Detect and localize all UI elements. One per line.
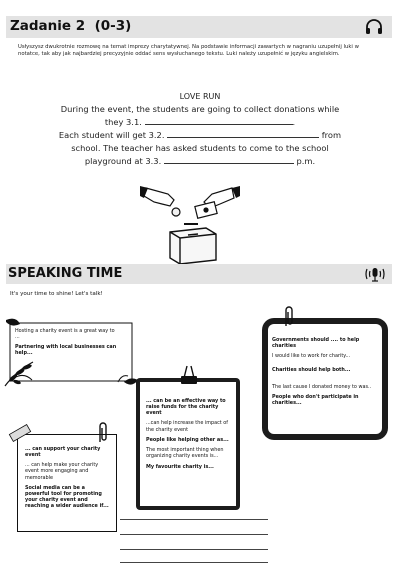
notes-heading: LOVE RUN (179, 92, 221, 101)
gap-3-2-blank[interactable] (167, 131, 319, 138)
speaking-title: SPEAKING TIME (8, 266, 123, 281)
gap-3-2-label: Each student will get 3.2. (58, 130, 165, 140)
speaking-intro: It's your time to shine! Let's talk! (10, 291, 103, 297)
paperclip-icon (282, 304, 294, 328)
card-4-line-2: ... can help make your charity event more engaging and memorable (25, 462, 99, 481)
card-2-line-1: Governments should .... to help charities (272, 337, 360, 350)
binder-clip-icon (178, 364, 200, 386)
card-2-line-4: The last cause I donated money to was.. (272, 383, 372, 390)
card-4 (25, 446, 111, 513)
card-3-line-1: ... can be an effective way to raise funds for the charity event (146, 398, 226, 417)
notes-line-3 (22, 130, 378, 140)
microphone-icon (364, 264, 386, 284)
card-2-line-2: I would like to work for charity... (272, 353, 351, 360)
leaf-ornament-icon (3, 358, 37, 388)
task-instruction: Usłyszysz dwukrotnie rozmowę na temat imprezy charytatywnej. Na podstawie informacji zawartych w nagraniu uzupełnij luki w notatce, tak aby jak najbardziej precyzyjnie oddać sens wysłuchanego tekstu. Luki należy uzupełnić w języku angielskim. (18, 44, 359, 57)
gap-3-3-label: playground at 3.3. (84, 156, 162, 166)
notes-line-5-end: p.m. (296, 156, 316, 166)
card-2-line-3: Charities should help both... (272, 367, 351, 374)
card-1 (15, 328, 119, 361)
card-4-line-1: ... can support your charity event (25, 446, 101, 459)
card-1-line-1: Hosting a charity event is a great way to ... (15, 328, 115, 341)
answer-line[interactable] (120, 519, 268, 520)
notes-line-2 (22, 117, 378, 127)
notes-line-2-end: . (292, 117, 296, 127)
notes-line-4: school. The teacher has asked students to come to the school (71, 143, 329, 153)
card-4-line-3: Social media can be a powerful tool for promoting your charity event and reaching a wider audience if... (25, 484, 109, 510)
headphones-icon (364, 17, 384, 37)
tape-icon (6, 424, 34, 444)
gap-3-1-blank[interactable] (145, 118, 293, 125)
task-points: (0-3) (94, 18, 132, 34)
gap-3-3-blank[interactable] (164, 157, 294, 164)
card-2 (272, 337, 380, 410)
card-2-line-5: People who don't participate in charities... (272, 393, 359, 406)
notes-line-3-end: from (321, 130, 342, 140)
gap-3-1-label: they 3.1. (104, 117, 142, 127)
card-3 (146, 398, 234, 474)
paperclip-icon (96, 420, 108, 444)
task-title (10, 18, 131, 34)
card-1-line-2: Partnering with local businesses can help... (15, 344, 117, 357)
answer-line[interactable] (120, 534, 268, 535)
answer-line[interactable] (120, 549, 268, 550)
card-3-line-5: My favourite charity is... (146, 463, 214, 470)
notes-line-5 (22, 156, 378, 166)
card-3-line-3: People like helping other as... (146, 436, 229, 443)
card-3-line-4: The most important thing when organizing charity events is... (146, 447, 224, 460)
donation-illustration (140, 182, 240, 266)
notes-line-1: During the event, the students are going to collect donations while (60, 104, 340, 114)
answer-line[interactable] (120, 562, 268, 563)
card-3-line-2: ...can help increase the impact of the charity event (146, 420, 228, 433)
task-title-text: Zadanie 2 (10, 18, 86, 34)
